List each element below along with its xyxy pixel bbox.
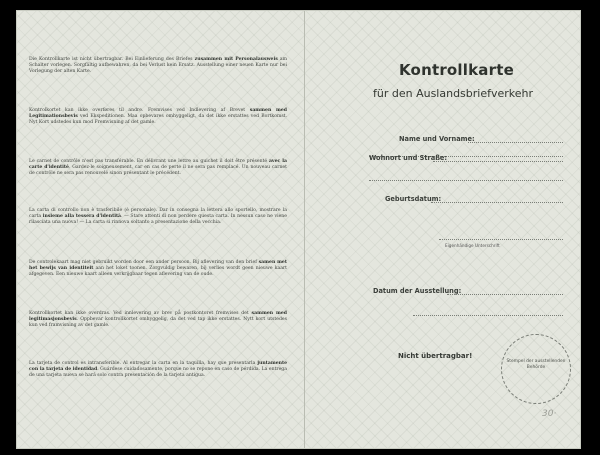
instruction-paragraph: Le carnet de contrôle n'est pas transférable. En délivrant une lettre au guichet il doit être présenté avec la carte d'identité. Gardez-le soigneusement, car en cas de perte il ne sera pas remplacé. Un nouveau carnet de contrôle ne sera pas renouvelé sinon présentant le précédent.: [29, 159, 288, 177]
stamp-caption: Stempel der ausstellenden Behörde: [506, 359, 566, 370]
name-line: [468, 142, 563, 143]
signature-caption: Eigenhändige Unterschrift: [445, 243, 500, 248]
birthdate-line: [431, 202, 563, 203]
instruction-paragraph: La tarjeta de control es intransferible. Al entregar la carta en la taquilla, hay que presentarla juntamente con la tarjeta de identidad. Guárdese cuidadosamente, porque no se repone en caso de pérdida. La entrega de una tarjeta nueva se hará solo contra presentación de la tarjeta antigua.: [29, 361, 287, 379]
pencil-mark: 30·: [542, 409, 557, 419]
instruction-paragraph: Die Kontrollkarte ist nicht übertragbar. Bei Einlieferung des Briefes zusammen mit Personalausweis am Schalter vorlegen. Sorgfältig aufbewahren, da bei Verlust kein Ersatz. Ausstellung einer neuen Karte nur bei Vorlegung der alten Karte.: [29, 57, 287, 75]
instruction-paragraph: De controlekaart mag niet gebruikt worden door een ander persoon. Bij aflevering van den brief samen met het bewijs van identiteit aan het loket toonen. Zorgvuldig bewaren, bij verlies wordt geen nieuwe kaart afgegeven. Een nieuwe kaart alleen verkrijgbaar tegen aflevering van de oude.: [29, 260, 288, 278]
card-subtitle: für den Auslandsbriefverkehr: [373, 87, 534, 100]
address-line-2: [369, 180, 563, 181]
instruction-paragraph: Kontrolkortet kan ikke overføres til andre. Fremvises ved Indlevering af Brevet sammen med Legitimationsbevis ved Ekspeditionen. Maa opbevares omhyggeligt, da det ikke erstattes ved Bortkomst. Nyt Kort udstedes kun mod Fremvisning af det gamle.: [29, 108, 287, 126]
signature-line: [439, 239, 563, 240]
address-label: Wohnort und Straße:: [369, 154, 448, 162]
birthdate-label: Geburtsdatum:: [385, 195, 442, 203]
not-transferable-note: Nicht übertragbar!: [398, 352, 473, 360]
issue-date-label: Datum der Ausstellung:: [373, 287, 462, 295]
card-title: Kontrollkarte: [399, 61, 514, 79]
instruction-paragraph: Kontrollkortet kan ikke overdras. Ved innlevering av brev på postkontoret fremvises det sammen med legitimasjonsbevis. Oppbevar kontrollkortet omhyggelig, da det ved tap ikke erstattes. Nytt kort utstedes kun ved framvisning av det gamle.: [29, 311, 287, 329]
issue-date-line-2: [413, 315, 563, 316]
control-card: [16, 10, 581, 449]
form-panel: [305, 11, 580, 448]
stamp-circle: [501, 334, 571, 404]
name-label: Name und Vorname:: [399, 135, 475, 143]
address-line: [433, 161, 563, 162]
issue-date-line: [447, 294, 563, 295]
instruction-paragraph: La carta di controllo non è trasferibile (è personale). Dar in consegna la lettera allo sportello, mostrare la carta insieme alla tessera d'identità. — Stare attenti di non perdere questa carta. In nessun caso ne viene rilasciata una nuova! — La carta si rinnova soltanto a presentazione della vecchia.: [29, 208, 287, 226]
